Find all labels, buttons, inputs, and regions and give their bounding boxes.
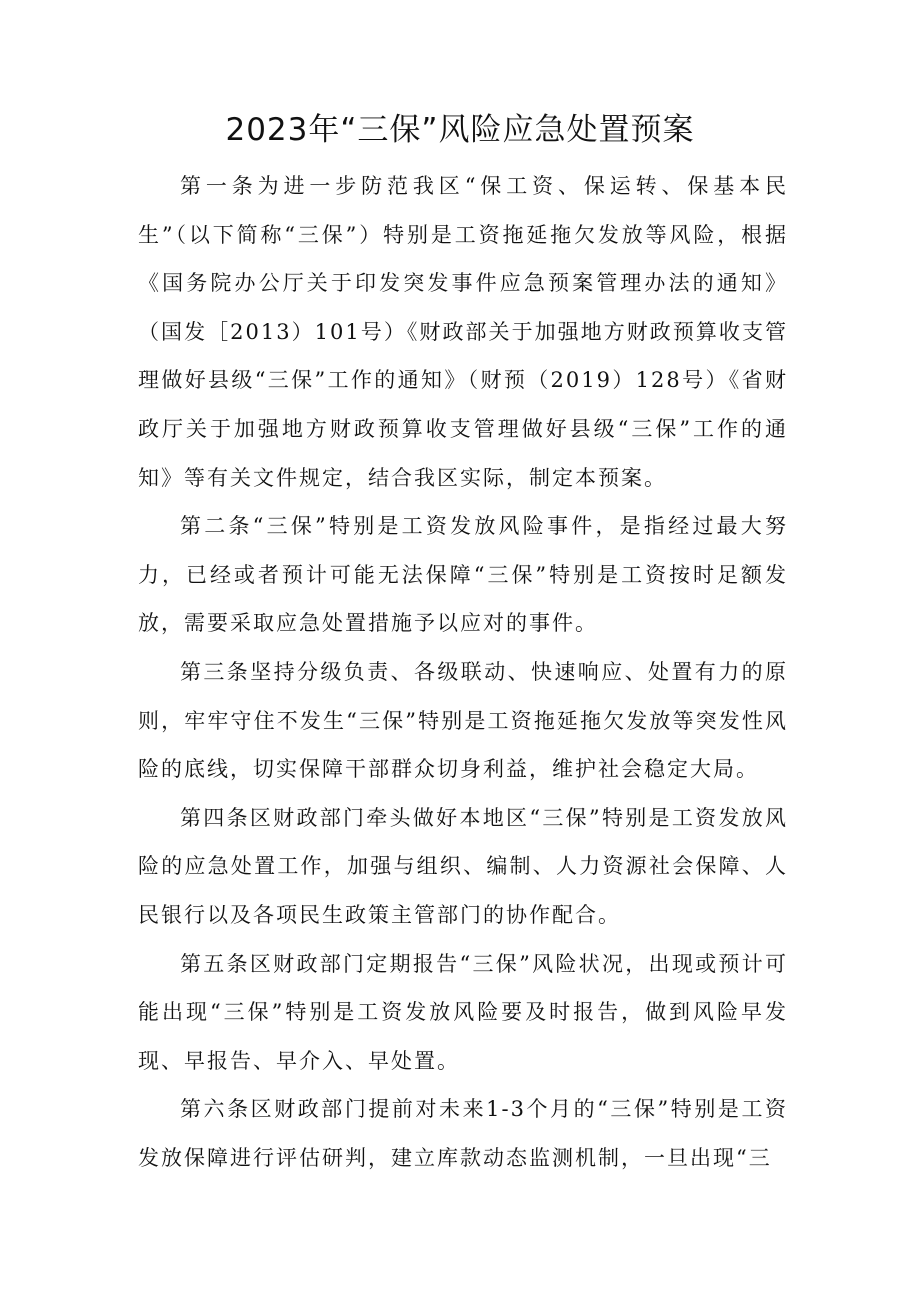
- article-paragraph-5: 第五条区财政部门定期报告“三保”风险状况，出现或预计可能出现“三保”特别是工资发放风险要及时报告，做到风险早发现、早报告、早介入、早处置。: [138, 951, 788, 1073]
- document-body: [138, 162, 788, 1182]
- article-paragraph-3: 第三条坚持分级负责、各级联动、快速响应、处置有力的原则，牢牢守住不发生“三保”特别是工资拖延拖欠发放等突发性风险的底线，切实保障干部群众切身利益，维护社会稳定大局。: [138, 659, 788, 782]
- article-paragraph-1: 第一条为进一步防范我区“保工资、保运转、保基本民生”（以下简称“三保”）特别是工资拖延拖欠发放等风险，根据《国务院办公厅关于印发突发事件应急预案管理办法的通知》（国发［2013）101号）《财政部关于加强地方财政预算收支管理做好县级“三保”工作的通知》（财预（2019）128号）《省财政厅关于加强地方财政预算收支管理做好县级“三保”工作的通知》等有关文件规定，结合我区实际，制定本预案。: [138, 174, 788, 490]
- article-paragraph-6: 第六条区财政部门提前对未来1-3个月的“三保”特别是工资发放保障进行评估研判，建立库款动态监测机制，一旦出现“三: [138, 1097, 788, 1170]
- document-title: 2023年“三保”风险应急处置预案: [225, 112, 695, 148]
- article-paragraph-2: 第二条“三保”特别是工资发放风险事件，是指经过最大努力，已经或者预计可能无法保障“三保”特别是工资按时足额发放，需要采取应急处置措施予以应对的事件。: [138, 514, 788, 636]
- article-paragraph-4: 第四条区财政部门牵头做好本地区“三保”特别是工资发放风险的应急处置工作，加强与组织、编制、人力资源社会保障、人民银行以及各项民生政策主管部门的协作配合。: [138, 805, 788, 927]
